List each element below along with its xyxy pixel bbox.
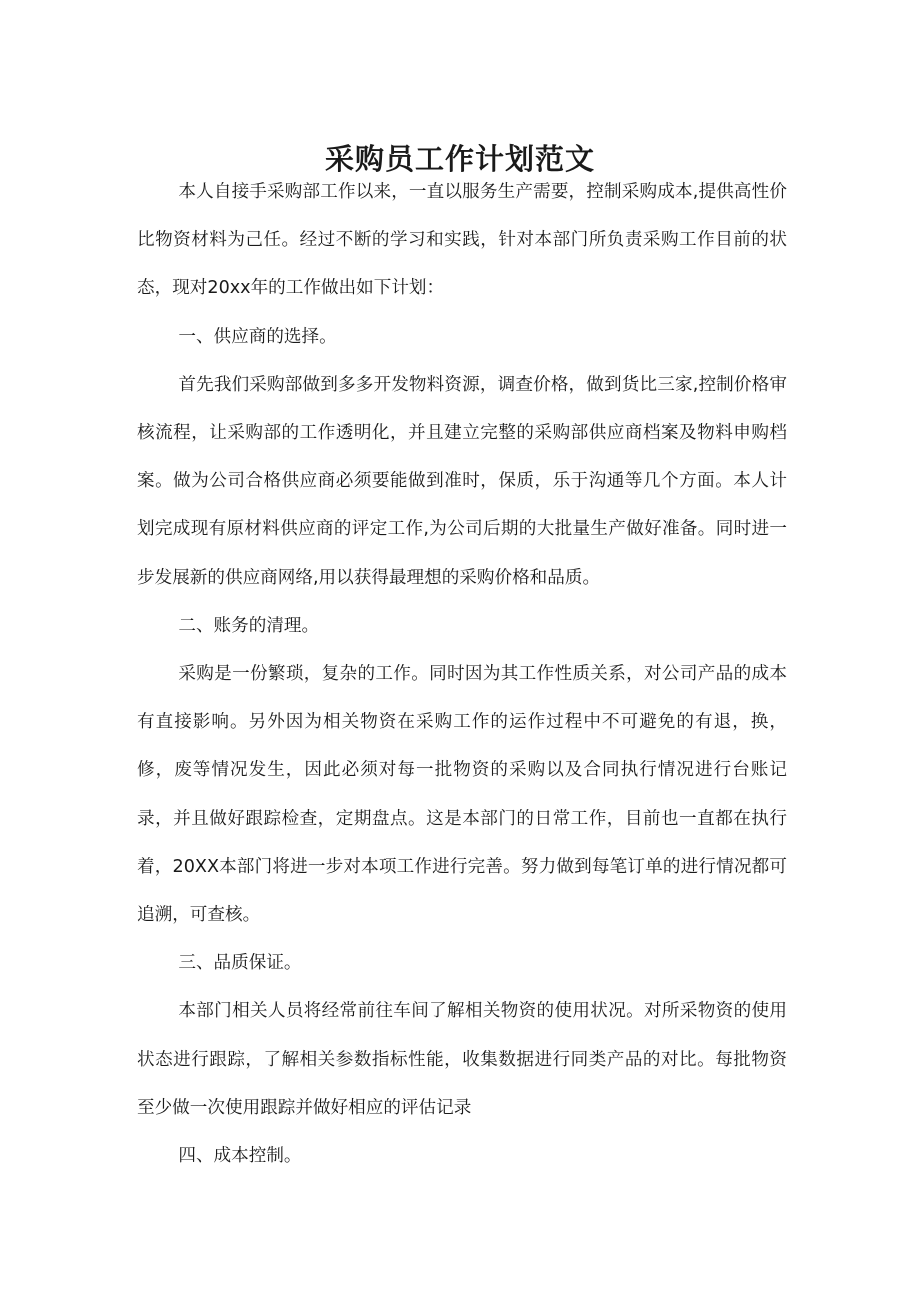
section-heading-3: 三、品质保证。 — [178, 953, 302, 974]
section-heading-2: 二、账务的清理。 — [178, 615, 320, 636]
section-heading-1: 一、供应商的选择。 — [178, 326, 337, 347]
page-title: 采购员工作计划范文 — [324, 142, 595, 177]
paragraph-suppliers: 首先我们采购部做到多多开发物料资源，调查价格，做到货比三家,控制价格审核流程，让采购部的工作透明化，并且建立完整的采购部供应商档案及物料申购档案。做为公司合格供应商必须要能做到准时，保质，乐于沟通等几个方面。本人计划完成现有原材料供应商的评定工作,为公司后期的大批量生产做好准备。同时进一步发展新的供应商网络,用以获得最理想的采购价格和品质。 — [137, 374, 787, 588]
paragraph-quality: 本部门相关人员将经常前往车间了解相关物资的使用状况。对所采物资的使用状态进行跟踪，了解相关参数指标性能，收集数据进行同类产品的对比。每批物资至少做一次使用跟踪并做好相应的评估记录 — [137, 1001, 787, 1118]
paragraph-intro: 本人自接手采购部工作以来，一直以服务生产需要，控制采购成本,提供高性价比物资材料为己任。经过不断的学习和实践，针对本部门所负责采购工作目前的状态，现对20xx年的工作做出如下计划： — [137, 182, 787, 299]
document-body — [137, 168, 787, 1180]
section-heading-4: 四、成本控制。 — [178, 1146, 302, 1167]
paragraph-accounts: 采购是一份繁琐，复杂的工作。同时因为其工作性质关系，对公司产品的成本有直接影响。另外因为相关物资在采购工作的运作过程中不可避免的有退，换，修，废等情况发生，因此必须对每一批物资的采购以及合同执行情况进行台账记录，并且做好跟踪检查，定期盘点。这是本部门的日常工作，目前也一直都在执行着，20XX本部门将进一步对本项工作进行完善。努力做到每笔订单的进行情况都可追溯，可查核。 — [137, 664, 787, 926]
